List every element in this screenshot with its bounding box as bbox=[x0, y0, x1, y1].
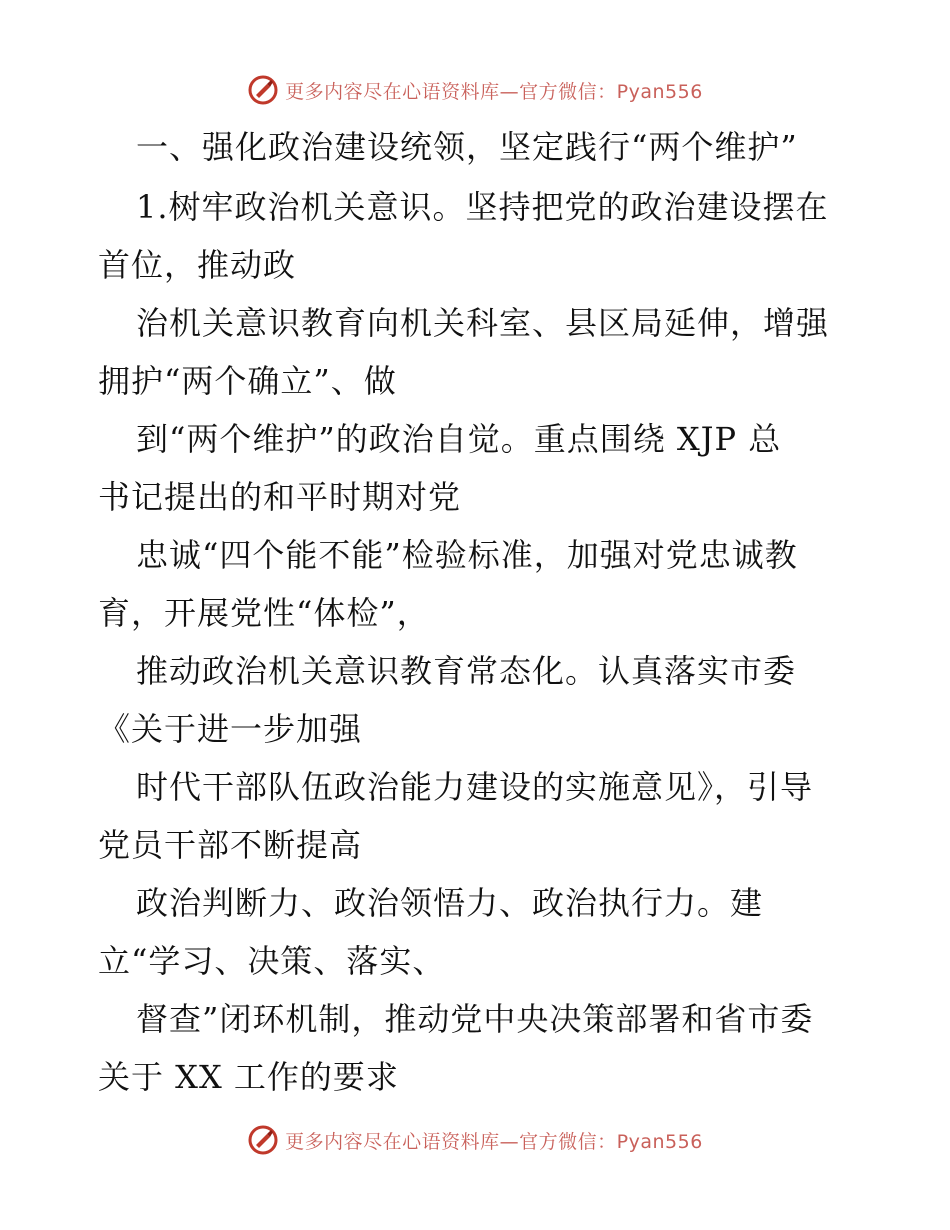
paragraph-line: 首位，推动政 bbox=[98, 246, 297, 284]
brand-logo-icon bbox=[247, 74, 279, 106]
header-watermark bbox=[0, 70, 950, 110]
paragraph-line: 督查”闭环机制，推动党中央决策部署和省市委 bbox=[136, 1000, 814, 1038]
watermark-text: 更多内容尽在心语资料库—官方微信：Pyan556 bbox=[285, 1130, 703, 1153]
paragraph-line: 《关于进一步加强 bbox=[98, 710, 363, 748]
paragraph-line: 立“学习、决策、落实、 bbox=[98, 942, 446, 980]
section-heading: 一、强化政治建设统领，坚定践行“两个维护” bbox=[136, 128, 798, 166]
paragraph-line: 党员干部不断提高 bbox=[98, 826, 363, 864]
paragraph-line: 书记提出的和平时期对党 bbox=[98, 478, 462, 516]
paragraph-line: 忠诚“四个能不能”检验标准，加强对党忠诚教 bbox=[136, 536, 798, 574]
paragraph-line: 推动政治机关意识教育常态化。认真落实市委 bbox=[136, 652, 797, 690]
paragraph-line: 拥护“两个确立”、做 bbox=[98, 362, 397, 400]
paragraph-line: 育，开展党性“体检”， bbox=[98, 594, 430, 632]
paragraph-line: 时代干部队伍政治能力建设的实施意见》，引导 bbox=[136, 768, 814, 806]
paragraph-line: 政治判断力、政治领悟力、政治执行力。建 bbox=[136, 884, 764, 922]
paragraph-line: 治机关意识教育向机关科室、县区局延伸，增强 bbox=[136, 304, 830, 342]
paragraph-line: 1.树牢政治机关意识。坚持把党的政治建设摆在 bbox=[136, 188, 829, 226]
document-body bbox=[98, 118, 858, 1106]
paragraph-line: 关于 XX 工作的要求 bbox=[98, 1058, 399, 1096]
brand-logo-icon bbox=[247, 1124, 279, 1156]
watermark-text: 更多内容尽在心语资料库—官方微信：Pyan556 bbox=[285, 80, 703, 103]
footer-watermark bbox=[0, 1120, 950, 1160]
paragraph-line: 到“两个维护”的政治自觉。重点围绕 XJP 总 bbox=[136, 420, 782, 458]
